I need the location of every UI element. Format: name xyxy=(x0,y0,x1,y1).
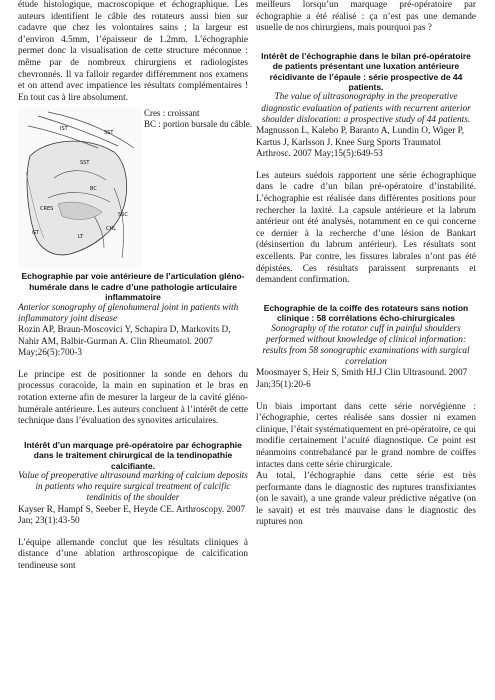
article2-body: L’équipe allemande conclut que les résultats cliniques à distance d’une ablation arthroscopique de calcification tendineuse sont xyxy=(18,537,248,571)
article1-heading: Echographie par voie antérieure de l’articulation gléno-humérale dans le cadre d’une pathologie articulaire inflammatoire xyxy=(21,271,245,303)
article2-english-title: Value of preoperative ultrasound marking of calcium deposits in patients who require surgical treatment of calcific tendinitis of the shoulder xyxy=(18,470,248,504)
label-lt: LT xyxy=(78,234,84,241)
label-sst-1: SST xyxy=(104,130,114,137)
intro-text-continued: meilleurs lorsqu’un marquage pré-opératoire par échographie a été réalisé : ça n’est pas une demande usuelle de nos chirurgiens, mais pourquoi pas ? xyxy=(256,0,476,34)
intro-text: étude histologique, macroscopique et échographique. Les auteurs identifient le câble des rotateurs aussi bien sur cadavre que chez les volontaires sains ; la largeur est d’environ 4.5mm, l’épaisseur de 1.2mm. L’échographie permet donc la visualisation de cette structure méconnue : même par de nombreux chirurgiens et radiologistes chevronnés. Il va falloir regarder différemment nos examens et on attend avec impatience les résultats complémentaires ! En tout cas à lire absolument. xyxy=(18,0,248,103)
caption-line-1: Cres : croissant xyxy=(144,108,200,119)
label-gt: GT xyxy=(32,230,39,237)
article4-reference: Moosmayer S, Heir S, Smith HJ.J Clin Ultrasound. 2007 Jan;35(1):20-6 xyxy=(256,368,468,390)
label-chl: CHL xyxy=(106,226,117,233)
label-ssc: SSC xyxy=(118,212,128,219)
label-cres: CRES xyxy=(40,206,54,213)
figure-caption xyxy=(144,108,252,130)
article4-english-title: Sonography of the rotator cuff in painful shoulders performed without knowledge of clinical information: results from 58 sonographic examinations with surgical correlation xyxy=(262,323,470,368)
article1-english-title: Anterior sonography of glenohumeral joint in patients with inflammatory joint disease xyxy=(18,302,239,324)
article3-english-title: The value of ultrasonography in the preoperative diagnostic evaluation of patients with recurrent anterior shoulder dislocation: a prospective study of 44 patients. xyxy=(261,92,471,125)
article3-heading: Intérêt de l’échographie dans le bilan pré-opératoire de patients présentant une luxation antérieure récidivante de l’épaule : série prospective de 44 patients. xyxy=(261,50,471,92)
caption-line-2: BC : portion bursale du câble. xyxy=(144,119,252,130)
article3-body: Les auteurs suédois rapportent une série échographique dans le cadre d’un bilan pré-opératoire d’instabilité. L’échographie est réalisée dans différentes positions pour rechercher la laxité. La capsule antérieure et la labrum antérieur ont été analysés, notamment en ce qui concerne ce dernier à la recherche d’une lésion de Bankart (désinsertion du labrum antérieur). Les résultats sont excellents. Par contre, les fissures labrales n’ont pas été dépistées. Ces résultats paraissent surprenants et demandent confirmation. xyxy=(256,170,476,286)
label-ist: IST xyxy=(60,126,68,133)
article4-body-1: Un biais important dans cette série norvégienne : l’échographie, certes réalisée sans dossier ni examen clinique, l’était systématiquement en pré-opératoire, ce qui modifie certainement l’acuité diagnostique. Ce point est néanmoins contrebalancé par le grand nombre de coiffes intactes dans cette série chirurgicale. xyxy=(256,401,476,470)
article4-heading: Echographie de la coiffe des rotateurs sans notion clinique : 58 corrélations écho-chirurgicales xyxy=(263,302,469,324)
article2-heading: Intérêt d’un marquage pré-opératoire par échographie dans le traitement chirurgical de la tendinopathie calcifiante. xyxy=(24,439,242,471)
label-bc: BC xyxy=(90,186,97,193)
rotator-cuff-diagram xyxy=(18,108,142,268)
article4-body-2: Au total, l’échographie dans cette série est très performante dans le diagnostic des ruptures transfixiantes (on le savait), a une grande valeur prédictive négative (on le savait) et est très mauvaise dans le diagnostic des ruptures non xyxy=(256,471,476,528)
article1-reference: Rozin AP, Braun-Moscovici Y, Schapira D, Markovits D, Nahir AM, Balbir-Gurman A. Clin Rheumatol. 2007 May;26(5):700-3 xyxy=(18,324,231,359)
right-column xyxy=(256,0,476,529)
label-sst-2: SST xyxy=(80,160,90,167)
article3-reference: Magnusson L, Kalebo P, Baranto A, Lundin O, Wiger P, Kartus J, Karlsson J. Knee Surg Sports Traumatol Arthrosc. 2007 May;15(5):649-53 xyxy=(256,126,465,160)
article1-body: Le principe est de positionner la sonde en dehors du processus coracoïde, la main en supination et le bras en rotation externe afin de mesurer la largeur de la cavité gléno-humérale antérieure. Les auteurs concluent à l’intérêt de cette technique dans l’évaluation des synovites articulaires. xyxy=(18,369,248,427)
article2-reference: Kayser R, Hampf S, Seeber E, Heyde CE. Arthroscopy. 2007 Jan; 23(1):43-50 xyxy=(18,504,246,527)
left-column xyxy=(18,0,252,573)
shoulder-diagram-figure xyxy=(18,108,252,268)
